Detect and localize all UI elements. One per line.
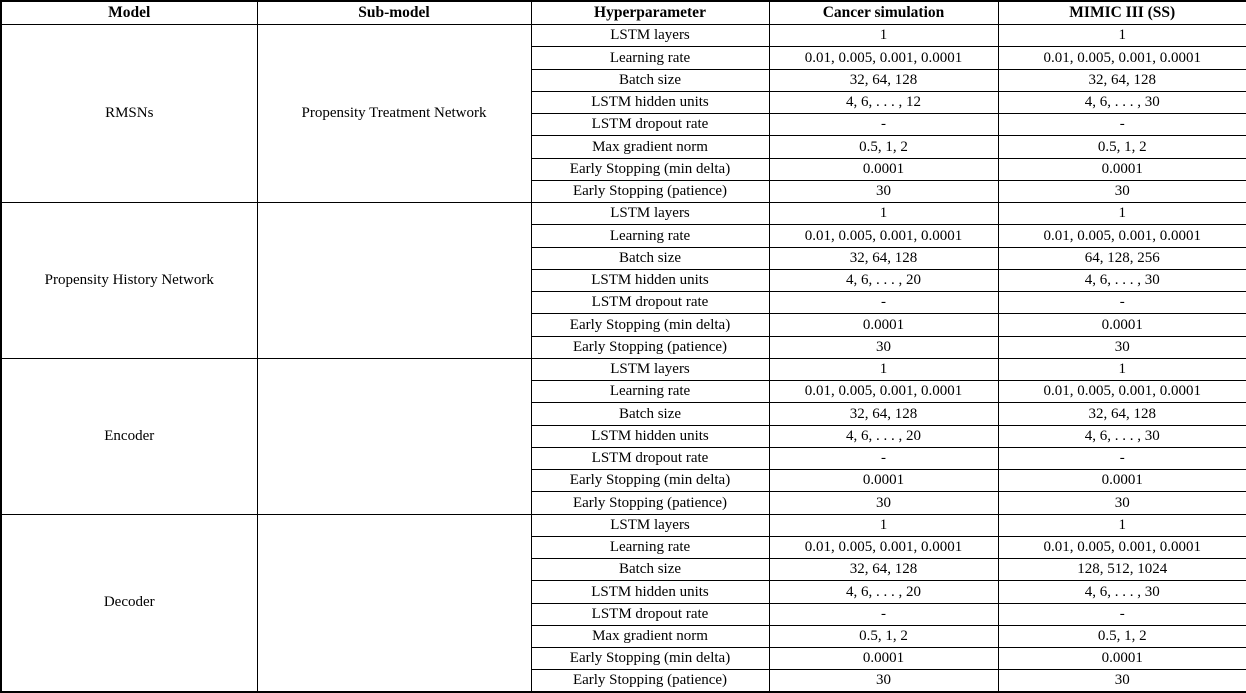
cancer-simulation-cell: 4, 6, . . . , 20 <box>769 581 998 603</box>
table-row <box>1 358 1246 380</box>
cancer-simulation-cell: - <box>769 292 998 314</box>
cancer-simulation-cell: 0.0001 <box>769 648 998 670</box>
hyperparameter-cell: LSTM dropout rate <box>531 292 769 314</box>
mimic-iii-ss-cell: 1 <box>998 25 1246 47</box>
hyperparameter-cell: Learning rate <box>531 381 769 403</box>
mimic-iii-ss-cell: 0.01, 0.005, 0.001, 0.0001 <box>998 47 1246 69</box>
mimic-iii-ss-cell: 4, 6, . . . , 30 <box>998 91 1246 113</box>
model-cell: Propensity History Network <box>1 203 257 359</box>
hyperparameter-cell: LSTM dropout rate <box>531 603 769 625</box>
header-row <box>1 1 1246 25</box>
mimic-iii-ss-cell: 0.0001 <box>998 648 1246 670</box>
hyperparameter-cell: Early Stopping (min delta) <box>531 314 769 336</box>
submodel-cell <box>257 358 531 514</box>
table-row <box>1 203 1246 225</box>
cancer-simulation-cell: 32, 64, 128 <box>769 69 998 91</box>
column-header-model: Model <box>1 1 257 25</box>
column-header-sub-model: Sub-model <box>257 1 531 25</box>
mimic-iii-ss-cell: 64, 128, 256 <box>998 247 1246 269</box>
submodel-cell <box>257 203 531 359</box>
model-cell: Encoder <box>1 358 257 514</box>
column-header-cancer-simulation: Cancer simulation <box>769 1 998 25</box>
mimic-iii-ss-cell: 128, 512, 1024 <box>998 559 1246 581</box>
cancer-simulation-cell: 4, 6, . . . , 20 <box>769 269 998 291</box>
mimic-iii-ss-cell: 0.01, 0.005, 0.001, 0.0001 <box>998 536 1246 558</box>
mimic-iii-ss-cell: - <box>998 114 1246 136</box>
mimic-iii-ss-cell: 32, 64, 128 <box>998 403 1246 425</box>
mimic-iii-ss-cell: 30 <box>998 670 1246 692</box>
mimic-iii-ss-cell: 0.0001 <box>998 158 1246 180</box>
cancer-simulation-cell: 0.5, 1, 2 <box>769 625 998 647</box>
cancer-simulation-cell: 1 <box>769 514 998 536</box>
cancer-simulation-cell: 32, 64, 128 <box>769 559 998 581</box>
model-cell: Decoder <box>1 514 257 692</box>
mimic-iii-ss-cell: 0.01, 0.005, 0.001, 0.0001 <box>998 381 1246 403</box>
mimic-iii-ss-cell: 1 <box>998 358 1246 380</box>
hyperparameter-cell: LSTM hidden units <box>531 581 769 603</box>
hyperparameter-cell: LSTM hidden units <box>531 91 769 113</box>
mimic-iii-ss-cell: 4, 6, . . . , 30 <box>998 581 1246 603</box>
model-cell: RMSNs <box>1 25 257 203</box>
table-body <box>1 25 1246 693</box>
hyperparameter-cell: Early Stopping (min delta) <box>531 648 769 670</box>
mimic-iii-ss-cell: 4, 6, . . . , 30 <box>998 425 1246 447</box>
hyperparameter-cell: Learning rate <box>531 47 769 69</box>
hyperparameter-cell: Early Stopping (patience) <box>531 336 769 358</box>
cancer-simulation-cell: 30 <box>769 336 998 358</box>
table-row <box>1 25 1246 47</box>
cancer-simulation-cell: 4, 6, . . . , 20 <box>769 425 998 447</box>
mimic-iii-ss-cell: - <box>998 447 1246 469</box>
cancer-simulation-cell: 0.01, 0.005, 0.001, 0.0001 <box>769 381 998 403</box>
column-header-hyperparameter: Hyperparameter <box>531 1 769 25</box>
cancer-simulation-cell: 32, 64, 128 <box>769 403 998 425</box>
mimic-iii-ss-cell: 30 <box>998 180 1246 202</box>
cancer-simulation-cell: 0.0001 <box>769 470 998 492</box>
hyperparameter-cell: Early Stopping (patience) <box>531 492 769 514</box>
hyperparameter-cell: Learning rate <box>531 536 769 558</box>
hyperparameter-cell: Early Stopping (min delta) <box>531 158 769 180</box>
cancer-simulation-cell: 1 <box>769 358 998 380</box>
mimic-iii-ss-cell: - <box>998 292 1246 314</box>
hyperparameter-cell: LSTM hidden units <box>531 425 769 447</box>
cancer-simulation-cell: 30 <box>769 180 998 202</box>
mimic-iii-ss-cell: 0.0001 <box>998 314 1246 336</box>
cancer-simulation-cell: - <box>769 447 998 469</box>
hyperparameter-cell: Batch size <box>531 247 769 269</box>
cancer-simulation-cell: 0.0001 <box>769 158 998 180</box>
table-header <box>1 1 1246 25</box>
hyperparameter-cell: Early Stopping (patience) <box>531 670 769 692</box>
cancer-simulation-cell: - <box>769 114 998 136</box>
cancer-simulation-cell: 4, 6, . . . , 12 <box>769 91 998 113</box>
cancer-simulation-cell: 32, 64, 128 <box>769 247 998 269</box>
cancer-simulation-cell: - <box>769 603 998 625</box>
hyperparameter-cell: LSTM layers <box>531 203 769 225</box>
cancer-simulation-cell: 0.0001 <box>769 314 998 336</box>
hyperparameter-cell: LSTM layers <box>531 358 769 380</box>
hyperparameter-cell: Learning rate <box>531 225 769 247</box>
mimic-iii-ss-cell: 30 <box>998 336 1246 358</box>
table-row <box>1 514 1246 536</box>
cancer-simulation-cell: 0.01, 0.005, 0.001, 0.0001 <box>769 47 998 69</box>
cancer-simulation-cell: 0.5, 1, 2 <box>769 136 998 158</box>
mimic-iii-ss-cell: 0.5, 1, 2 <box>998 136 1246 158</box>
cancer-simulation-cell: 0.01, 0.005, 0.001, 0.0001 <box>769 536 998 558</box>
hyperparameter-cell: LSTM hidden units <box>531 269 769 291</box>
cancer-simulation-cell: 30 <box>769 492 998 514</box>
hyperparameter-cell: Batch size <box>531 403 769 425</box>
mimic-iii-ss-cell: 0.5, 1, 2 <box>998 625 1246 647</box>
mimic-iii-ss-cell: 32, 64, 128 <box>998 69 1246 91</box>
hyperparameter-cell: LSTM dropout rate <box>531 447 769 469</box>
hyperparameter-cell: Max gradient norm <box>531 625 769 647</box>
cancer-simulation-cell: 1 <box>769 203 998 225</box>
hyperparameter-cell: Batch size <box>531 559 769 581</box>
mimic-iii-ss-cell: 1 <box>998 514 1246 536</box>
hyperparameter-cell: LSTM layers <box>531 25 769 47</box>
submodel-cell <box>257 514 531 692</box>
hyperparameter-cell: Batch size <box>531 69 769 91</box>
mimic-iii-ss-cell: 4, 6, . . . , 30 <box>998 269 1246 291</box>
mimic-iii-ss-cell: 0.0001 <box>998 470 1246 492</box>
hyperparameter-cell: Early Stopping (patience) <box>531 180 769 202</box>
cancer-simulation-cell: 0.01, 0.005, 0.001, 0.0001 <box>769 225 998 247</box>
mimic-iii-ss-cell: 30 <box>998 492 1246 514</box>
hyperparameter-cell: Max gradient norm <box>531 136 769 158</box>
mimic-iii-ss-cell: 1 <box>998 203 1246 225</box>
column-header-mimic-iii-ss: MIMIC III (SS) <box>998 1 1246 25</box>
hyperparameter-cell: Early Stopping (min delta) <box>531 470 769 492</box>
mimic-iii-ss-cell: 0.01, 0.005, 0.001, 0.0001 <box>998 225 1246 247</box>
submodel-cell: Propensity Treatment Network <box>257 25 531 203</box>
cancer-simulation-cell: 1 <box>769 25 998 47</box>
hyperparameter-cell: LSTM layers <box>531 514 769 536</box>
cancer-simulation-cell: 30 <box>769 670 998 692</box>
mimic-iii-ss-cell: - <box>998 603 1246 625</box>
hyperparameter-cell: LSTM dropout rate <box>531 114 769 136</box>
